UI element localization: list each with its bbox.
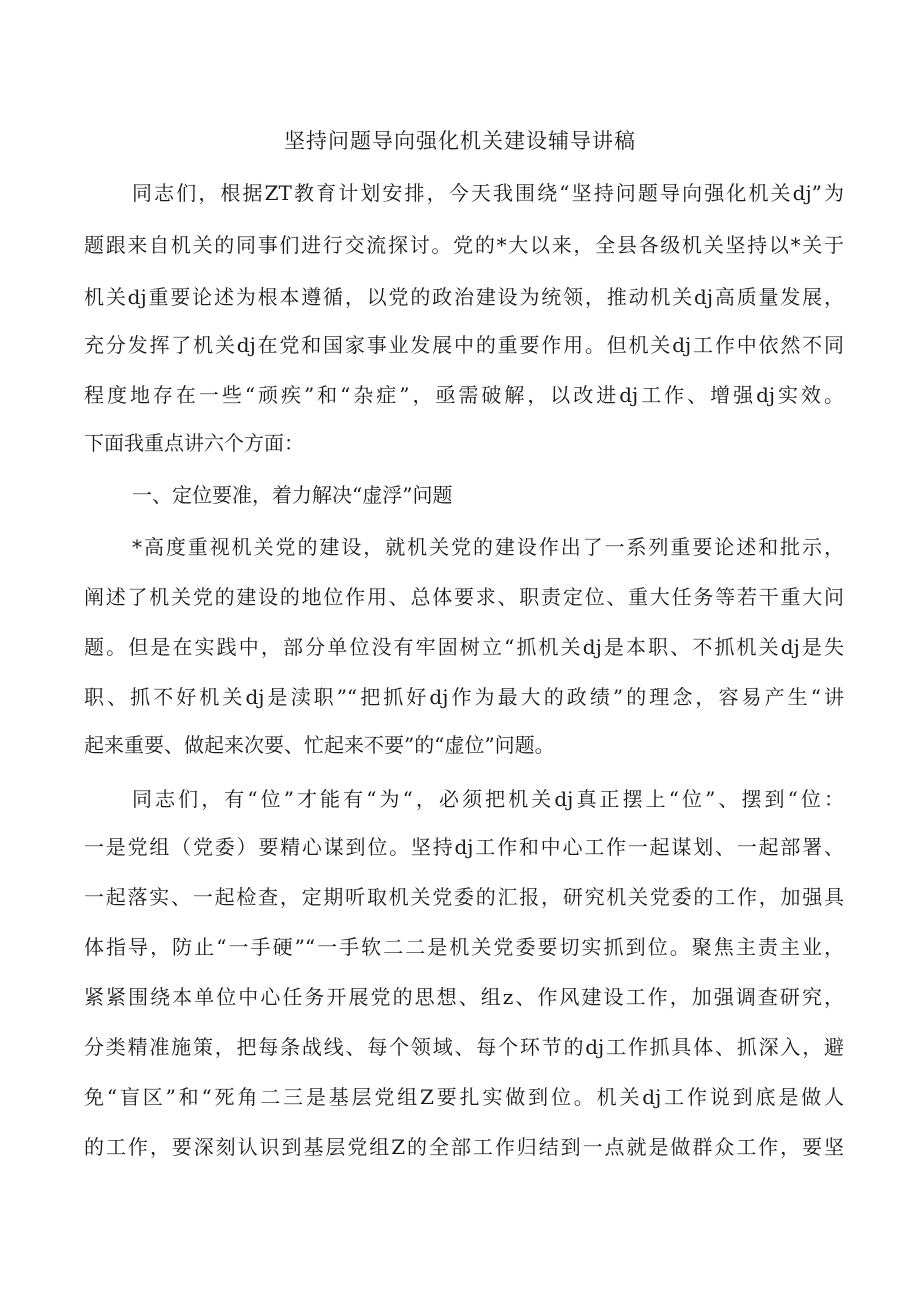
body-line: 分类精准施策，把每条战线、每个领域、每个环节的dj工作抓具体、抓深入，避 — [84, 1035, 844, 1059]
body-line: 机关dj重要论述为根本遵循，以党的政治建设为统领，推动机关dj高质量发展， — [84, 285, 844, 309]
body-line: 的工作，要深刻认识到基层党组Z的全部工作归结到一点就是做群众工作，要坚 — [84, 1135, 844, 1159]
body-line: 体指导，防止“一手硬”“一手软二二是机关党委要切实抓到位。聚焦主责主业， — [84, 935, 844, 959]
body-line: 同志们，有“位”才能有“为“，必须把机关dj真正摆上“位”、摆到“位： — [132, 787, 844, 811]
body-line: 紧紧围绕本单位中心任务开展党的思想、组z、作风建设工作，加强调查研究， — [84, 985, 844, 1009]
body-line: 充分发挥了机关dj在党和国家事业发展中的重要作用。但机关dj工作中依然不同 — [84, 333, 844, 357]
body-line: *高度重视机关党的建设，就机关党的建设作出了一系列重要论述和批示， — [132, 535, 844, 559]
body-line: 题跟来自机关的同事们进行交流探讨。党的*大以来，全县各级机关坚持以*关于 — [84, 233, 844, 257]
body-line: 下面我重点讲六个方面： — [84, 431, 304, 455]
body-line: 起来重要、做起来次要、忙起来不要”的“虚位”问题。 — [84, 733, 555, 757]
body-line: 一起落实、一起检查，定期听取机关党委的汇报，研究机关党委的工作，加强具 — [84, 885, 844, 909]
body-line: 阐述了机关党的建设的地位作用、总体要求、职责定位、重大任务等若干重大问 — [84, 585, 844, 609]
body-line: 程度地存在一些“顽疾”和“杂症”，亟需破解，以改进dj工作、增强dj实效。 — [84, 383, 844, 407]
section-heading: 一、定位要准，着力解决“虚浮”问题 — [132, 483, 453, 507]
body-line: 同志们，根据ZT教育计划安排，今天我围绕“坚持问题导向强化机关dj”为 — [132, 181, 844, 205]
body-line: 一是党组（党委）要精心谋到位。坚持dj工作和中心工作一起谋划、一起部署、 — [84, 835, 844, 859]
body-line: 免“盲区”和“死角二三是基层党组Z要扎实做到位。机关dj工作说到底是做人 — [84, 1085, 844, 1109]
body-line: 职、抓不好机关dj是渎职”“把抓好dj作为最大的政绩”的理念，容易产生“讲 — [84, 685, 844, 709]
body-line: 题。但是在实践中，部分单位没有牢固树立“抓机关dj是本职、不抓机关dj是失 — [84, 635, 844, 659]
document-title: 坚持问题导向强化机关建设辅导讲稿 — [284, 129, 636, 153]
